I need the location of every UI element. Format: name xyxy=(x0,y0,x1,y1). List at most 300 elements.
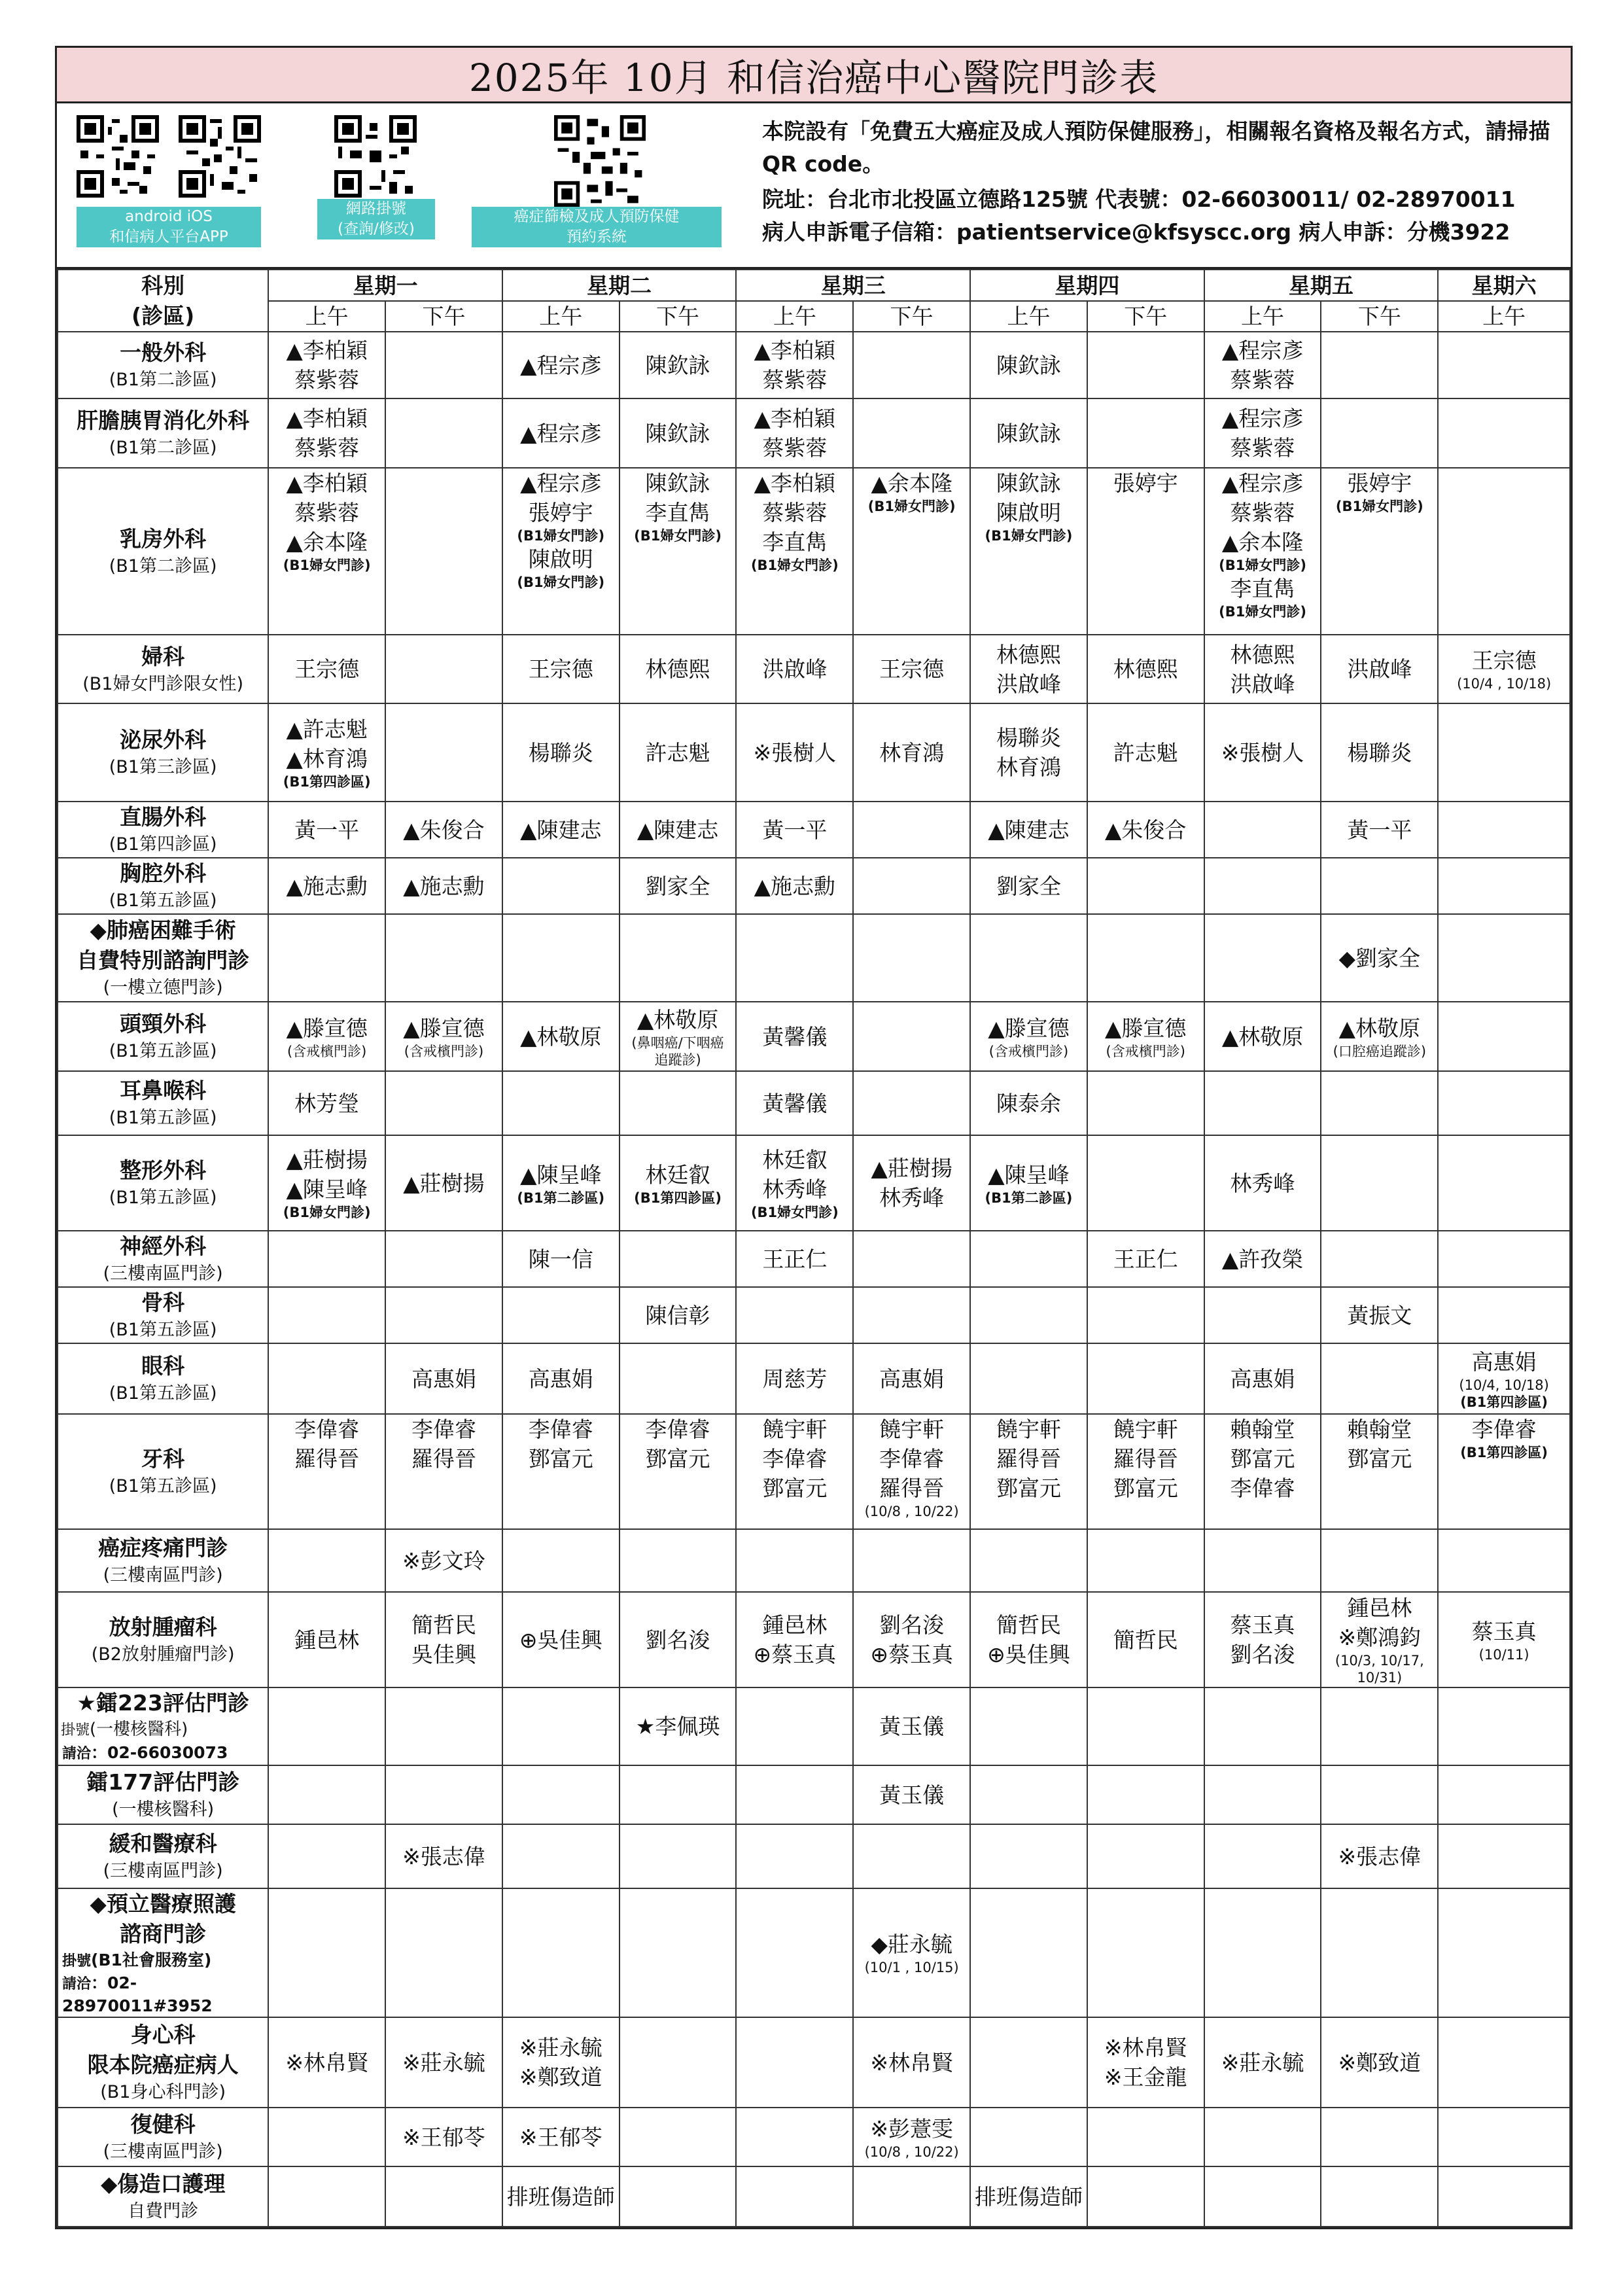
doctor-name: 陳信彰 xyxy=(645,1302,710,1328)
doctor-cell xyxy=(502,1414,620,1529)
clinic-note: (含戒檳門診) xyxy=(1106,1043,1185,1059)
doctor-cell xyxy=(268,398,385,468)
complaint-line: 病人申訴電子信箱：patientservice@kfsyscc.org 病人申訴：分機3922 xyxy=(762,219,1510,245)
doctor-cell xyxy=(1438,2108,1570,2166)
doctor-name: 鍾邑林 xyxy=(294,1627,360,1653)
dept-line: 復健科 xyxy=(130,2111,196,2137)
doctor-cell xyxy=(1438,1529,1570,1592)
doctor-cell xyxy=(268,2166,385,2227)
doctor-name: 洪啟峰 xyxy=(762,656,828,682)
doctor-cell xyxy=(1204,2017,1321,2108)
doctor-cell xyxy=(1087,2166,1204,2227)
dept-line: (B1第五診區) xyxy=(109,1108,217,1128)
clinic-note: (B1婦女門診) xyxy=(1335,499,1423,514)
doctor-name: 饒宇軒 xyxy=(762,1417,828,1442)
doctor-cell xyxy=(1087,1529,1204,1592)
doctor-cell xyxy=(385,1343,502,1414)
clinic-note: (B1第四診區) xyxy=(1460,1394,1548,1410)
doctor-name: 張婷宇 xyxy=(1113,470,1178,496)
doctor-cell xyxy=(620,1135,737,1231)
doctor-name: ▲林敬原 xyxy=(1221,1023,1304,1050)
doctor-name: ※林帛賢 xyxy=(1104,2035,1187,2060)
schedule-row xyxy=(58,1343,1570,1414)
clinic-note: (鼻咽癌/下咽癌 xyxy=(631,1034,724,1051)
doctor-name: ※張志偉 xyxy=(402,1843,485,1869)
dept-line: 乳房外科 xyxy=(120,525,207,552)
doctor-cell xyxy=(970,398,1087,468)
doctor-name: 簡哲民 xyxy=(1113,1627,1178,1653)
dept-line: (一樓立德門診) xyxy=(103,978,223,998)
doctor-cell xyxy=(1321,1824,1438,1888)
dept-cell xyxy=(58,1287,268,1343)
doctor-cell xyxy=(970,1592,1087,1687)
doctor-name: 蔡紫蓉 xyxy=(1230,435,1295,461)
doctor-cell xyxy=(502,1287,620,1343)
dept-cell xyxy=(58,1529,268,1592)
doctor-name: ⊕吳佳興 xyxy=(519,1627,602,1653)
dept-line: ：02-28970011#3952 xyxy=(62,1973,213,2015)
doctor-cell xyxy=(970,2166,1087,2227)
day-header-mon: 星期一 xyxy=(268,270,502,301)
doctor-cell xyxy=(853,1888,970,2017)
doctor-cell xyxy=(736,1765,853,1824)
dept-cell xyxy=(58,1765,268,1824)
doctor-cell xyxy=(1087,1592,1204,1687)
dept-line: 神經外科 xyxy=(120,1233,207,1259)
doctor-cell xyxy=(268,1592,385,1687)
doctor-cell xyxy=(1204,468,1321,635)
doctor-cell xyxy=(385,1231,502,1287)
doctor-cell xyxy=(970,1687,1087,1765)
doctor-name: ▲林敬原 xyxy=(520,1023,602,1050)
doctor-name: 林廷叡 xyxy=(645,1161,710,1188)
doctor-cell xyxy=(385,398,502,468)
dept-line: 整形外科 xyxy=(120,1157,207,1183)
doctor-cell xyxy=(620,1888,737,2017)
doctor-name: 黃一平 xyxy=(294,817,360,843)
doctor-cell xyxy=(853,1592,970,1687)
doctor-cell xyxy=(1438,2166,1570,2227)
doctor-cell xyxy=(1204,1592,1321,1687)
doctor-name: ★李佩瑛 xyxy=(635,1714,720,1739)
doctor-cell xyxy=(1321,2166,1438,2227)
doctor-cell xyxy=(620,1231,737,1287)
doctor-cell xyxy=(736,1002,853,1071)
doctor-cell xyxy=(268,1071,385,1135)
dept-line: 頭頸外科 xyxy=(120,1011,207,1036)
doctor-cell xyxy=(853,914,970,1002)
doctor-name: 林德熙 xyxy=(1230,641,1295,667)
doctor-name: ※彭薏雯 xyxy=(870,2115,953,2142)
doctor-cell xyxy=(1087,914,1204,1002)
doctor-cell xyxy=(736,914,853,1002)
doctor-cell xyxy=(1321,914,1438,1002)
doctor-cell xyxy=(1204,1687,1321,1765)
doctor-cell xyxy=(502,1765,620,1824)
dept-line: (B2放射腫瘤門診) xyxy=(91,1644,235,1665)
doctor-name: 李偉睿 xyxy=(762,1446,828,1472)
doctor-cell xyxy=(502,802,620,858)
doctor-name: 鄧富元 xyxy=(996,1475,1061,1501)
doctor-cell xyxy=(970,332,1087,398)
session-pm-header: 下午 xyxy=(853,301,970,332)
doctor-name: ▲莊樹揚 xyxy=(871,1156,952,1181)
clinic-note: (B1婦女門診) xyxy=(634,528,722,544)
doctor-cell xyxy=(502,1592,620,1687)
doctor-cell xyxy=(736,2166,853,2227)
doctor-cell xyxy=(502,2017,620,2108)
doctor-cell xyxy=(1087,858,1204,914)
doctor-cell xyxy=(736,1071,853,1135)
schedule-page xyxy=(55,46,1573,2229)
doctor-cell xyxy=(268,703,385,802)
doctor-name: 陳欽詠 xyxy=(645,420,710,446)
dept-line: ◆肺癌困難手術 xyxy=(90,917,236,943)
clinic-note: 追蹤診) xyxy=(654,1051,701,1068)
doctor-name: 王宗德 xyxy=(1471,648,1537,673)
doctor-name: 賴翰堂 xyxy=(1347,1417,1412,1442)
doctor-cell xyxy=(970,703,1087,802)
doctor-name: ⊕吳佳興 xyxy=(987,1642,1070,1667)
doctor-name: 林育鴻 xyxy=(996,754,1061,780)
doctor-cell xyxy=(1087,1002,1204,1071)
doctor-cell xyxy=(970,914,1087,1002)
dept-line: 直腸外科 xyxy=(120,804,207,830)
dept-cell xyxy=(58,1231,268,1287)
doctor-name: 鄧富元 xyxy=(1113,1475,1178,1501)
doctor-cell xyxy=(1321,332,1438,398)
doctor-cell xyxy=(853,802,970,858)
doctor-name: 王正仁 xyxy=(1113,1246,1178,1272)
doctor-name: 洪啟峰 xyxy=(996,671,1061,697)
doctor-name: ▲滕宣德 xyxy=(988,1015,1070,1041)
clinic-note: (B1第四診區) xyxy=(634,1190,722,1206)
doctor-name: ※莊永毓 xyxy=(1221,2049,1304,2075)
doctor-name: 黃一平 xyxy=(1347,817,1412,843)
app-ios-qr-icon[interactable] xyxy=(179,115,261,198)
doctor-cell xyxy=(1438,332,1570,398)
doctor-name: ▲程宗彥 xyxy=(1221,470,1304,496)
doctor-cell xyxy=(970,1231,1087,1287)
dept-cell xyxy=(58,1071,268,1135)
doctor-name: 鄧富元 xyxy=(528,1446,593,1472)
doctor-cell xyxy=(620,858,737,914)
doctor-cell xyxy=(1321,1287,1438,1343)
doctor-cell xyxy=(1438,1765,1570,1824)
free-screening-notice: 本院設有「免費五大癌症及成人預防保健服務」，相關報名資格及報名方式，請掃描QR code。 xyxy=(762,118,1550,177)
doctor-cell xyxy=(1438,858,1570,914)
dept-header: 科別 (診區) xyxy=(58,270,268,332)
doctor-name: 李直雋 xyxy=(1230,576,1295,601)
doctor-name: ▲林敬原 xyxy=(637,1006,719,1033)
doctor-name: 蔡紫蓉 xyxy=(294,435,360,461)
doctor-name: 饒宇軒 xyxy=(1113,1417,1178,1442)
doctor-cell xyxy=(970,858,1087,914)
dept-line: 牙科 xyxy=(141,1446,185,1472)
clinic-schedule-table xyxy=(57,269,1571,2227)
doctor-cell xyxy=(853,1687,970,1765)
doctor-name: 羅得晉 xyxy=(294,1446,360,1472)
dept-line: ◆傷造口護理 xyxy=(100,2171,226,2197)
dept-line: (B1第二診區) xyxy=(109,438,217,458)
doctor-cell xyxy=(1438,1135,1570,1231)
doctor-cell xyxy=(1087,802,1204,858)
clinic-note: (B1婦女門診) xyxy=(1219,557,1306,573)
doctor-cell xyxy=(853,1343,970,1414)
doctor-name: 鄧富元 xyxy=(762,1475,828,1501)
doctor-cell xyxy=(1438,1071,1570,1135)
doctor-cell xyxy=(1438,802,1570,858)
doctor-cell xyxy=(385,1287,502,1343)
doctor-cell xyxy=(1204,703,1321,802)
schedule-row xyxy=(58,1888,1570,2017)
doctor-cell xyxy=(502,332,620,398)
doctor-cell xyxy=(1438,1343,1570,1414)
doctor-cell xyxy=(620,635,737,703)
doctor-cell xyxy=(1204,1765,1321,1824)
doctor-name: 林秀峰 xyxy=(762,1176,828,1202)
doctor-name: ※莊永毓 xyxy=(519,2035,602,2060)
doctor-name: ▲陳建志 xyxy=(988,817,1070,843)
clinic-note: (含戒檳門診) xyxy=(988,1043,1069,1059)
doctor-cell xyxy=(1087,1287,1204,1343)
screening-system-label: 癌症篩檢及成人預防保健 預約系統 xyxy=(472,207,722,247)
clinic-note: (B1婦女門診) xyxy=(283,557,371,573)
doctor-cell xyxy=(1087,1824,1204,1888)
doctor-cell xyxy=(736,858,853,914)
doctor-name: ▲陳呈峰 xyxy=(988,1161,1070,1188)
doctor-cell xyxy=(1438,1002,1570,1071)
schedule-row xyxy=(58,858,1570,914)
session-pm-header: 下午 xyxy=(1087,301,1204,332)
clinic-note: (含戒檳門診) xyxy=(287,1043,367,1059)
clinic-note: (B1婦女門診) xyxy=(517,528,605,544)
doctor-cell xyxy=(970,1002,1087,1071)
doctor-name: 蔡紫蓉 xyxy=(762,367,828,393)
dept-line: (B1第五診區) xyxy=(109,891,217,911)
doctor-name: ▲程宗彥 xyxy=(520,420,602,446)
doctor-name: ※林帛賢 xyxy=(285,2049,368,2075)
dept-contact-prefix: 請洽 xyxy=(62,1976,92,1992)
doctor-cell xyxy=(620,1529,737,1592)
doctor-name: ▲朱俊合 xyxy=(403,817,485,843)
schedule-row xyxy=(58,802,1570,858)
screening-qr-icon[interactable] xyxy=(554,115,646,207)
doctor-cell xyxy=(853,703,970,802)
doctor-name: ▲滕宣德 xyxy=(1105,1015,1187,1041)
doctor-cell xyxy=(1087,332,1204,398)
doctor-name: 陳欽詠 xyxy=(996,470,1061,496)
doctor-cell xyxy=(385,2108,502,2166)
doctor-cell xyxy=(1321,1002,1438,1071)
doctor-cell xyxy=(853,1287,970,1343)
doctor-name: 張婷宇 xyxy=(1347,470,1412,496)
doctor-cell xyxy=(268,1765,385,1824)
doctor-cell xyxy=(1438,2017,1570,2108)
app-platform-label: android iOS 和信病人平台APP xyxy=(77,207,261,247)
doctor-cell xyxy=(268,1414,385,1529)
doctor-cell xyxy=(736,398,853,468)
doctor-cell xyxy=(620,2108,737,2166)
doctor-cell xyxy=(970,1824,1087,1888)
doctor-cell xyxy=(268,914,385,1002)
doctor-cell xyxy=(853,635,970,703)
doctor-cell xyxy=(736,1529,853,1592)
schedule-row xyxy=(58,1824,1570,1888)
dept-contact-prefix: 請洽 xyxy=(62,1746,92,1762)
doctor-name: 蔡玉真 xyxy=(1471,1618,1537,1644)
doctor-cell xyxy=(385,1687,502,1765)
doctor-cell xyxy=(853,1824,970,1888)
doctor-cell xyxy=(736,1231,853,1287)
doctor-cell xyxy=(268,332,385,398)
doctor-cell xyxy=(1438,398,1570,468)
doctor-cell xyxy=(970,1414,1087,1529)
doctor-cell xyxy=(1087,398,1204,468)
doctor-cell xyxy=(736,1888,853,2017)
doctor-name: 林德熙 xyxy=(996,641,1061,667)
doctor-cell xyxy=(502,468,620,635)
doctor-cell xyxy=(736,2017,853,2108)
doctor-name: 陳泰余 xyxy=(996,1090,1061,1116)
doctor-name: ▲余本隆 xyxy=(286,529,368,555)
doctor-cell xyxy=(1087,1765,1204,1824)
app-android-qr-icon[interactable] xyxy=(77,115,159,198)
doctor-cell xyxy=(1087,703,1204,802)
schedule-row xyxy=(58,1231,1570,1287)
doctor-name: 李偉睿 xyxy=(528,1417,593,1442)
dept-contact-prefix: 掛號 xyxy=(62,1953,92,1969)
doctor-name: 劉家全 xyxy=(645,873,710,899)
doctor-cell xyxy=(1321,1071,1438,1135)
clinic-note: (B1婦女門診) xyxy=(985,528,1073,544)
doctor-name: 許志魁 xyxy=(645,739,710,766)
doctor-name: 洪啟峰 xyxy=(1347,656,1412,682)
doctor-name: ▲程宗彥 xyxy=(520,470,602,496)
dept-line: (B1婦女門診限女性) xyxy=(82,673,244,694)
doctor-cell xyxy=(970,1135,1087,1231)
dept-line: (B1第二診區) xyxy=(109,370,217,390)
dept-line: (B1第五診區) xyxy=(109,1320,217,1340)
dept-cell xyxy=(58,1592,268,1687)
clinic-note: (口腔癌追蹤診) xyxy=(1333,1043,1427,1059)
doctor-cell xyxy=(620,1765,737,1824)
doctor-cell xyxy=(736,2108,853,2166)
clinic-note: (B1第四診區) xyxy=(1460,1445,1548,1460)
clinic-note: (B1婦女門診) xyxy=(283,1205,371,1220)
doctor-name: 羅得晉 xyxy=(996,1446,1061,1472)
doctor-cell xyxy=(268,1529,385,1592)
doctor-cell xyxy=(1321,858,1438,914)
doctor-cell xyxy=(1204,1414,1321,1529)
session-am-header: 上午 xyxy=(1438,301,1570,332)
clinic-note: (B1婦女門診) xyxy=(867,499,956,514)
doctor-cell xyxy=(1204,1824,1321,1888)
doctor-cell xyxy=(970,1888,1087,2017)
dept-line: 諮商門診 xyxy=(120,1921,207,1947)
online-registration-qr-icon[interactable] xyxy=(334,115,417,198)
doctor-name: ▲李柏穎 xyxy=(754,406,836,431)
doctor-cell xyxy=(1087,1231,1204,1287)
session-am-header: 上午 xyxy=(1204,301,1321,332)
dept-cell xyxy=(58,914,268,1002)
dept-cell xyxy=(58,332,268,398)
doctor-name: 王正仁 xyxy=(762,1246,828,1272)
doctor-cell xyxy=(268,1135,385,1231)
doctor-cell xyxy=(502,398,620,468)
schedule-row xyxy=(58,2166,1570,2227)
doctor-name: 林芳瑩 xyxy=(294,1090,360,1116)
doctor-cell xyxy=(268,1002,385,1071)
doctor-name: 鄧富元 xyxy=(645,1446,710,1472)
doctor-name: ▲程宗彥 xyxy=(1221,338,1304,363)
dept-cell xyxy=(58,1414,268,1529)
dept-line: 緩和醫療科 xyxy=(109,1831,217,1856)
doctor-name: 陳一信 xyxy=(528,1246,593,1272)
doctor-cell xyxy=(1438,468,1570,635)
doctor-cell xyxy=(736,1287,853,1343)
doctor-cell xyxy=(502,635,620,703)
doctor-name: 高惠娟 xyxy=(1471,1349,1537,1375)
doctor-cell xyxy=(502,1135,620,1231)
clinic-note: (10/4 , 10/18) xyxy=(1457,676,1552,692)
doctor-cell xyxy=(1204,635,1321,703)
doctor-cell xyxy=(502,2166,620,2227)
header-panel xyxy=(57,103,1571,269)
doctor-cell xyxy=(853,398,970,468)
dept-line: (三樓南區門診) xyxy=(103,1565,223,1585)
address-line: 院址：台北市北投區立德路125號 代表號：02-66030011/ 02-28970011 xyxy=(762,186,1516,212)
doctor-name: ※林帛賢 xyxy=(870,2049,953,2075)
doctor-cell xyxy=(1204,332,1321,398)
dept-line: 胸腔外科 xyxy=(120,860,207,886)
doctor-name: 黃馨儀 xyxy=(762,1090,828,1116)
doctor-cell xyxy=(1204,2166,1321,2227)
dept-line: 婦科 xyxy=(141,643,185,669)
doctor-name: 王宗德 xyxy=(528,656,593,682)
doctor-name: 李偉睿 xyxy=(879,1446,945,1472)
doctor-cell xyxy=(620,332,737,398)
doctor-cell xyxy=(1204,1343,1321,1414)
doctor-name: 劉家全 xyxy=(996,873,1061,899)
doctor-cell xyxy=(620,914,737,1002)
doctor-cell xyxy=(736,1343,853,1414)
doctor-cell xyxy=(268,1231,385,1287)
doctor-cell xyxy=(1204,1529,1321,1592)
doctor-cell xyxy=(853,1135,970,1231)
doctor-cell xyxy=(268,635,385,703)
doctor-cell xyxy=(1321,1343,1438,1414)
doctor-name: 洪啟峰 xyxy=(1230,671,1295,697)
doctor-cell xyxy=(1204,2108,1321,2166)
dept-line: 骨科 xyxy=(141,1290,185,1315)
doctor-name: 李偉睿 xyxy=(411,1417,476,1442)
dept-line: (B1第五診區) xyxy=(109,1041,217,1061)
doctor-name: ▲李柏穎 xyxy=(286,470,368,496)
doctor-cell xyxy=(502,1529,620,1592)
doctor-cell xyxy=(620,802,737,858)
doctor-cell xyxy=(620,398,737,468)
doctor-name: 陳啟明 xyxy=(996,500,1061,525)
doctor-cell xyxy=(1204,1231,1321,1287)
doctor-name: 林秀峰 xyxy=(879,1185,945,1210)
doctor-cell xyxy=(1438,1287,1570,1343)
doctor-name: 陳啟明 xyxy=(528,546,593,572)
dept-line: (B1第五診區) xyxy=(109,1188,217,1208)
doctor-name: 林德熙 xyxy=(1113,656,1178,682)
doctor-name: 李偉睿 xyxy=(645,1417,710,1442)
doctor-cell xyxy=(1204,1888,1321,2017)
